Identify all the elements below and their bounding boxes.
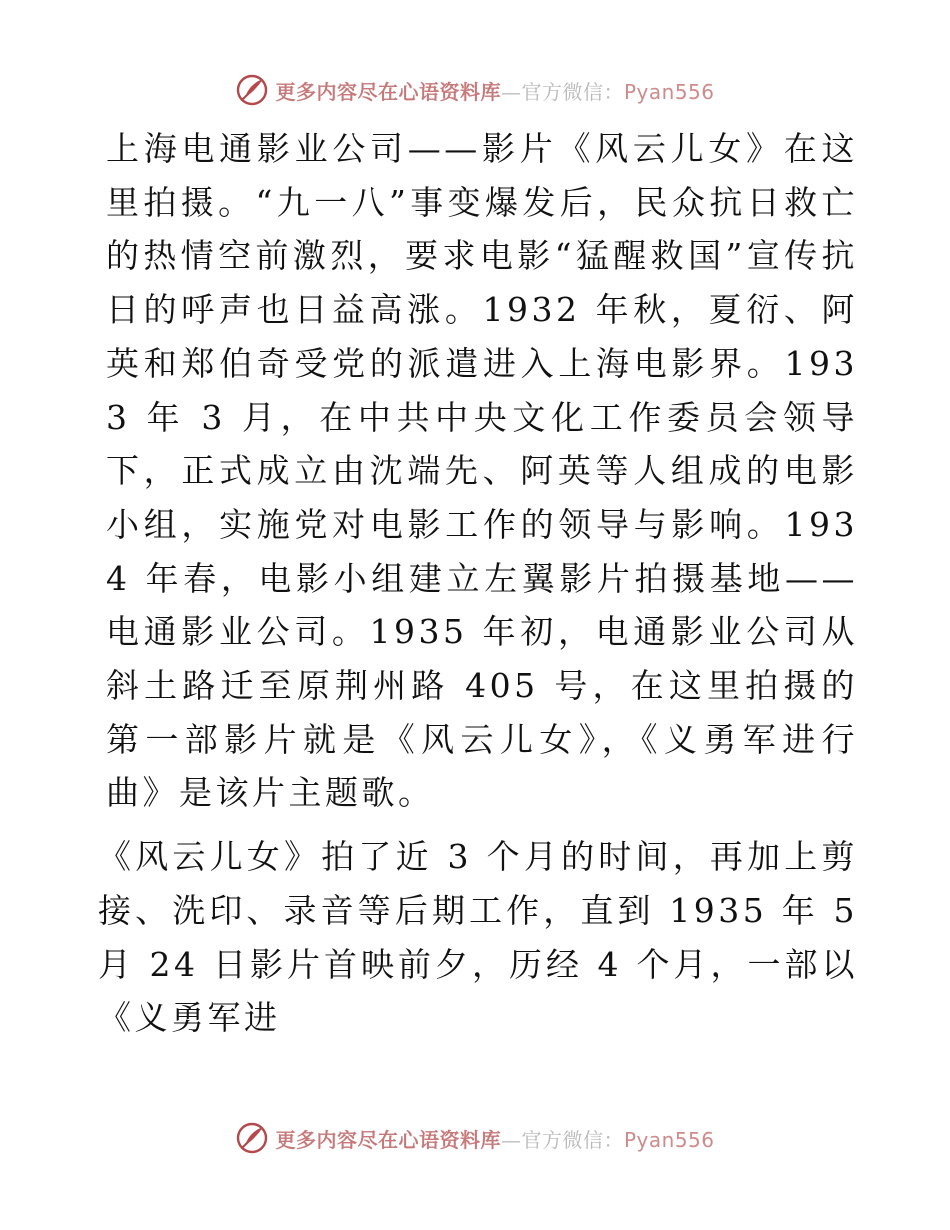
watermark-brand-text: 更多内容尽在心语资料库: [275, 79, 501, 104]
feather-pen-logo-icon: [235, 1121, 269, 1155]
watermark-brand-text: 更多内容尽在心语资料库: [275, 1127, 501, 1152]
feather-pen-logo-icon: [235, 73, 269, 107]
paragraph-1: 上海电通影业公司——影片《风云儿女》在这里拍摄。“九一八”事变爆发后，民众抗日救亡的热情空前激烈，要求电影“猛醒救国”宣传抗日的呼声也日益高涨。1932 年秋，夏衍、阿英和郑伯奇受党的派遣进入上海电影界。1933 年 3 月，在中共中央文化工作委员会领导下，正式成立由沈端先、阿英等人组成的电影小组，实施党对电影工作的领导与影响。1934 年春，电影小组建立左翼影片拍摄基地——电通影业公司。1935 年初，电通影业公司从斜土路迁至原荆州路 405 号，在这里拍摄的第一部影片就是《风云儿女》，《义勇军进行曲》是该片主题歌。: [106, 129, 858, 813]
watermark-rest-text: —官方微信：: [500, 1127, 624, 1152]
paragraph-2: 《风云儿女》拍了近 3 个月的时间，再加上剪接、洗印、录音等后期工作，直到 1935 年 5 月 24 日影片首映前夕，历经 4 个月，一部以《义勇军进: [98, 837, 858, 1038]
watermark-id-text: Pyan556: [623, 1127, 715, 1152]
header-watermark: [0, 70, 950, 110]
watermark-id-text: Pyan556: [623, 79, 715, 104]
document-body: [98, 122, 858, 1045]
footer-watermark: [0, 1118, 950, 1158]
watermark-rest-text: —官方微信：: [500, 79, 624, 104]
